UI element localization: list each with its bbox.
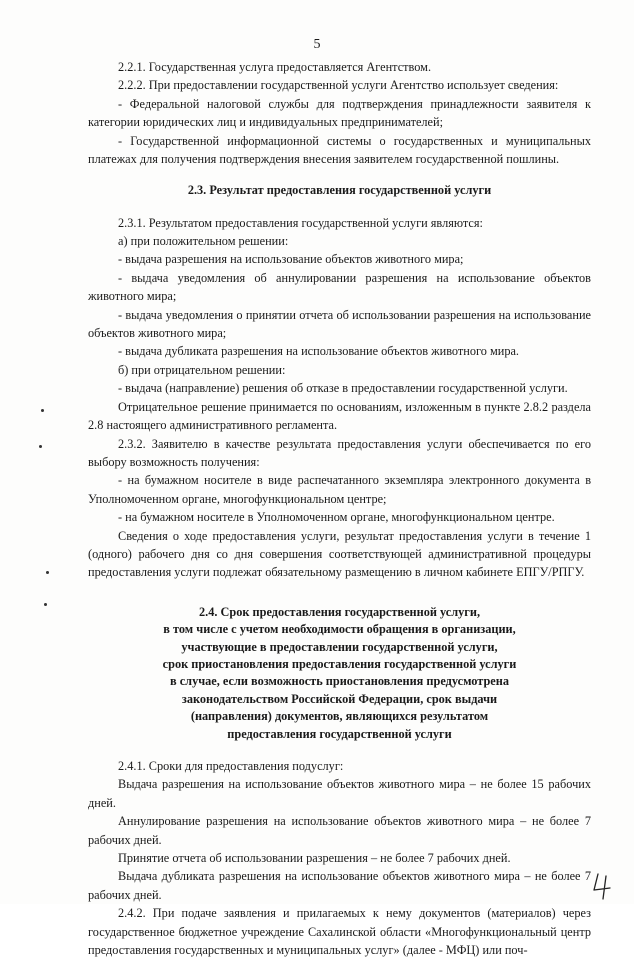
section-heading: 2.3. Результат предоставления государственной услуги	[187, 183, 492, 198]
paragraph: Аннулирование разрешения на использование объектов животного мира – не более 7 рабочих дней.	[88, 814, 591, 847]
heading-line: в том числе с учетом необходимости обращения в организации,	[163, 622, 516, 637]
paragraph: Выдача разрешения на использование объектов животного мира – не более 15 рабочих дней.	[88, 777, 591, 810]
heading-line: (направления) документов, являющихся результатом	[190, 709, 489, 724]
scan-mark	[46, 571, 49, 574]
section-2-3	[88, 182, 591, 581]
paragraph: а) при положительном решении:	[118, 234, 289, 249]
paragraph: 2.4.1. Сроки для предоставления подуслуг:	[118, 759, 344, 774]
scan-mark	[44, 603, 47, 606]
section-2-2	[88, 58, 591, 168]
paragraph: 2.3.2. Заявителю в качестве результата предоставления услуги обеспечивается по его выбору возможность получения:	[88, 436, 591, 469]
section-heading	[88, 604, 591, 743]
list-item: - выдача разрешения на использование объектов животного мира;	[118, 252, 464, 267]
paragraph: Отрицательное решение принимается по основаниям, изложенным в пункте 2.8.2 раздела 2.8 настоящего административного регламента.	[88, 399, 591, 433]
page-number: 5	[313, 37, 321, 52]
paragraph: 2.2.1. Государственная услуга предоставляется Агентством.	[118, 60, 432, 74]
paragraph: - Федеральной налоговой службы для подтверждения принадлежности заявителя к категории юридических лиц и индивидуальных предпринимателей;	[88, 96, 591, 130]
list-item: - выдача (направление) решения об отказе в предоставлении государственной услуги.	[118, 381, 568, 396]
list-item: - выдача дубликата разрешения на использование объектов животного мира.	[118, 344, 520, 359]
handwritten-mark-icon	[592, 872, 614, 900]
heading-line: предоставления государственной услуги	[227, 726, 452, 741]
list-item: - выдача уведомления об аннулировании разрешения на использование объектов животного мира;	[88, 270, 591, 304]
heading-line: срок приостановления предоставления государственной услуги	[162, 656, 517, 671]
paragraph: - Государственной информационной системы о государственных и муниципальных платежах для получения подтверждения внесения заявителем государственной пошлины.	[88, 133, 591, 167]
list-item: - на бумажном носителе в виде распечатанного экземпляра электронного документа в Уполномоченном органе, многофункциональном центре;	[88, 473, 591, 506]
scan-mark	[41, 409, 44, 412]
paragraph: б) при отрицательном решении:	[118, 362, 286, 377]
list-item: - выдача уведомления о принятии отчета об использовании разрешения на использование объектов животного мира;	[88, 307, 591, 341]
document-body	[88, 58, 591, 959]
section-2-4	[88, 604, 591, 959]
paragraph: Принятие отчета об использовании разрешения – не более 7 рабочих дней.	[118, 851, 511, 866]
paragraph: 2.2.2. При предоставлении государственной услуги Агентство использует сведения:	[118, 78, 559, 93]
heading-line: участвующие в предоставлении государственной услуги,	[181, 639, 498, 654]
paragraph: Сведения о ходе предоставления услуги, результат предоставления услуги в течение 1 (одного) рабочего дня со дня совершения соответствующей административной процедуры предоставления услуги подлежат обязательному размещению в личном кабинете ЕПГУ/РПГУ.	[88, 528, 591, 580]
heading-line: законодательством Российской Федерации, срок выдачи	[181, 691, 498, 706]
heading-line: в случае, если возможность приостановления предусмотрена	[170, 674, 509, 689]
list-item: - на бумажном носителе в Уполномоченном органе, многофункциональном центре.	[118, 510, 555, 525]
paragraph: 2.4.2. При подаче заявления и прилагаемых к нему документов (материалов) через государственное бюджетное учреждение Сахалинской области «Многофункциональный центр предоставления государственных и муниципальных услуг» (далее - МФЦ) или поч-	[88, 906, 591, 958]
paragraph: 2.3.1. Результатом предоставления государственной услуги являются:	[118, 215, 483, 230]
scan-mark	[39, 445, 42, 448]
heading-line: 2.4. Срок предоставления государственной услуги,	[198, 604, 481, 619]
paragraph: Выдача дубликата разрешения на использование объектов животного мира – не более 7 рабочих дней.	[88, 869, 591, 902]
